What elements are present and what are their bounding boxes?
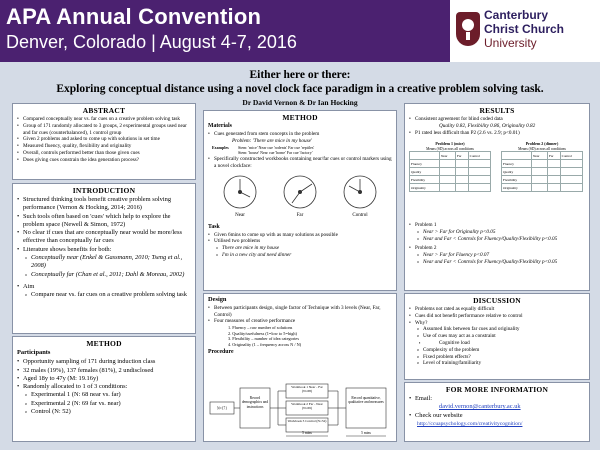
- list-item: • Opportunity sampling of 171 during induction class: [17, 358, 191, 366]
- agreement-values: Quality 0.82, Flexibility 0.86, Originality 0.82: [439, 122, 536, 129]
- procedure-flowchart: [208, 382, 392, 440]
- list-item: o Experimental 1 (N: 68 near vs. far): [17, 391, 191, 399]
- conference-title: APA Annual Convention: [6, 4, 262, 29]
- clock-control-icon: [344, 176, 376, 208]
- examples-block: [212, 145, 392, 155]
- list-item: o Fixed problem effects?: [409, 354, 585, 361]
- clock-near-label: Near: [235, 212, 245, 218]
- poster-authors: Dr David Vernon & Dr Ian Hocking: [242, 98, 358, 107]
- task-list: [208, 232, 392, 259]
- list-item: o Near > Far for Originality p<0.05: [409, 229, 585, 236]
- list-item: o I'm in a new city and need dinner: [208, 252, 392, 259]
- results-panel: [404, 103, 590, 291]
- list-item: • Why?: [409, 320, 585, 327]
- list-item: • Structured thinking tools benefit creative problem solving performance (Vernon & Hocking, 2014; 2016): [17, 196, 191, 213]
- list-item: o Use of cues may act as a constraint: [409, 333, 585, 340]
- list-item: o Level of training/familiarity: [409, 360, 585, 367]
- list-item: o Near and Far < Controls for Fluency/Quality/Flexibility p<0.05: [409, 236, 585, 243]
- measure-item: 3. Flexibility – number of idea categories: [228, 336, 299, 342]
- list-item: • Given 2 problems and asked to come up with solutions in set time: [17, 136, 191, 143]
- introduction-heading: INTRODUCTION: [72, 186, 136, 195]
- materials-list: [208, 131, 392, 145]
- table-subcaption: Means (SD) across all conditions: [518, 146, 566, 151]
- results-problems: [409, 222, 585, 266]
- contact-list: [409, 395, 585, 428]
- table-row: Flexibility: [410, 176, 491, 184]
- list-item: • P1 rated less difficult than P2 (2.6 vs. 2.9; p<0.01): [409, 130, 585, 137]
- table-row: Originality: [502, 184, 583, 192]
- example-text: Stem: 'mice' Near cue 'rodents' Far cue 'reptiles': [238, 145, 315, 151]
- introduction-panel: [12, 183, 196, 334]
- results-heading: RESULTS: [479, 106, 515, 115]
- task-heading: Task: [208, 223, 220, 230]
- list-item: • Measured fluency, quality, flexibility and originality: [17, 143, 191, 150]
- logo-line-1: Canterbury: [484, 8, 549, 22]
- problem-2-label: • Problem 2: [409, 245, 585, 252]
- time-label: 5 mins: [361, 431, 371, 435]
- university-logo: [450, 0, 600, 62]
- list-item: o Near > Far for Fluency p<0.07: [409, 252, 585, 259]
- discussion-panel: [404, 293, 590, 380]
- list-item: • Such tools often based on 'cues' which help to explore the problem space (Newell & Simon, 1972): [17, 213, 191, 230]
- design-heading: Design: [208, 296, 227, 303]
- list-item: • Given 6mins to come up with as many solutions as possible: [208, 232, 392, 239]
- discussion-heading: DISCUSSION: [473, 296, 521, 305]
- list-item: o Complexity of the problem: [409, 347, 585, 354]
- list-item: • Group of 171 randomly allocated to 3 groups, 2 experimental groups used near and far cues (counterbalanced), 1 control group: [17, 123, 191, 137]
- clock-far-label: Far: [296, 212, 304, 218]
- list-item: o Assumed link between far cues and originality: [409, 326, 585, 333]
- logo-line-3: University: [484, 36, 537, 50]
- measure-item: 1. Fluency – raw number of solutions: [228, 325, 293, 331]
- aim-text: o Compare near vs. far cues on a creative problem solving task: [17, 291, 191, 299]
- list-item: • Cues generated from stem concepts in the problem: [208, 131, 392, 138]
- list-item: • Between participants design, single factor of Technique with 3 levels (Near, Far, Control): [208, 305, 392, 319]
- problem-text: Problem: 'There are mice in my house': [232, 137, 313, 144]
- list-item: • Aged 18y to 47y (M: 19.16y): [17, 375, 191, 383]
- table-row: Flexibility: [502, 176, 583, 184]
- clockface-diagram: [208, 170, 392, 220]
- workbook-1-label: Workbook 1 Near - Far (N=68): [291, 385, 323, 393]
- record-label: Record quantitative, qualitative and measures: [348, 396, 384, 405]
- website-link[interactable]: http://ccuapsychology.com/creativitycognition/: [417, 420, 523, 427]
- list-item: • Four measures of creative performance: [208, 318, 392, 325]
- list-item: • Utilised two problems: [208, 238, 392, 245]
- results-table-problem-1: [409, 142, 491, 192]
- contact-panel: [404, 382, 590, 442]
- list-item: • Overall, controls performed better than those given cues: [17, 150, 191, 157]
- clock-far-icon: [284, 176, 316, 208]
- contact-heading: FOR MORE INFORMATION: [445, 385, 549, 394]
- conference-banner: [0, 0, 600, 62]
- abstract-list: [17, 116, 191, 164]
- design-list: [208, 305, 392, 348]
- list-item: o Experimental 2 (N: 69 far vs. near): [17, 400, 191, 408]
- table-subcaption: Means (SD) across all conditions: [426, 146, 474, 151]
- clock-near-icon: [224, 176, 256, 208]
- poster-title-line-2: Exploring conceptual distance using a novel clock face paradigm in a creative problem solving task.: [56, 83, 544, 95]
- participants-label: N=171: [216, 406, 228, 411]
- examples-label: Examples: [212, 145, 229, 151]
- list-item: • Specifically constructed workbooks containing near/far cues or control markers using a novel clockface:: [208, 156, 392, 170]
- email-link[interactable]: david.vernon@canterbury.ac.uk: [439, 403, 521, 411]
- table-caption: Problem 2 (dinner): [525, 141, 559, 146]
- list-item: o There are mice in my house: [208, 245, 392, 252]
- list-item: o Conceptually near (Enkel & Gassmann, 2010; Tseng et al., 2008): [17, 254, 191, 271]
- table-caption: Problem 1 (mice): [435, 141, 465, 146]
- results-table-problem-2: [501, 142, 583, 192]
- email-label: • Email:: [409, 395, 585, 403]
- list-item: ▪ Cognitive load: [409, 340, 585, 347]
- table-row: Quality: [410, 168, 491, 176]
- results-list: [409, 116, 585, 136]
- website-label: • Check our website: [409, 412, 585, 420]
- list-item: o Near and Far < Controls for Fluency/Quality/Flexibility p<0.05: [409, 259, 585, 266]
- problem-1-label: • Problem 1: [409, 222, 585, 229]
- table-row: Near Far Control: [502, 152, 583, 160]
- list-item: o Control (N: 52): [17, 408, 191, 416]
- workbook-2-label: Workbook 2 Far - Near (N=69): [291, 402, 323, 410]
- conference-subtitle: Denver, Colorado | August 4-7, 2016: [6, 32, 297, 52]
- list-item: • Cues did not benefit performance relative to control: [409, 313, 585, 320]
- list-item: • Randomly allocated to 1 of 3 conditions:: [17, 383, 191, 391]
- procedure-heading: Procedure: [208, 348, 234, 355]
- logo-line-2: Christ Church: [484, 22, 565, 36]
- discussion-list: [409, 306, 585, 367]
- abstract-heading: ABSTRACT: [82, 106, 126, 115]
- participants-heading: Participants: [17, 349, 51, 356]
- list-item: o Conceptually far (Chan et al., 2011; Dahl & Moreau, 2002): [17, 271, 191, 279]
- list-item: • 32 males (19%), 137 females (81%), 2 undisclosed: [17, 367, 191, 375]
- crest-icon: [456, 12, 480, 46]
- measure-item: 2. Quality/usefulness (1=low to 5=high): [228, 330, 297, 336]
- table-row: Near Far Control: [410, 152, 491, 160]
- list-item: • Literature shows benefits for both:: [17, 246, 191, 254]
- list-item: • Compared conceptually near vs. far cues on a creative problem solving task: [17, 116, 191, 123]
- table-row: Quality: [502, 168, 583, 176]
- introduction-list: [17, 196, 191, 300]
- table-row: Originality: [410, 184, 491, 192]
- list-item: • Consistent agreement for blind coded data: [409, 116, 585, 123]
- materials-heading: Materials: [208, 123, 232, 129]
- example-text: Stem: 'house' Near cue 'home' Far cue 'factory': [238, 150, 313, 156]
- list-item: • Problems not rated as equally difficult: [409, 306, 585, 313]
- method-participants-panel: [12, 336, 196, 442]
- workbook-3-label: Workbook 3 Control (N=52): [287, 419, 327, 423]
- clock-control-label: Control: [352, 212, 368, 218]
- method-heading: METHOD: [282, 113, 318, 122]
- demographics-label: Record demographics and instructions: [241, 396, 269, 409]
- list-item: • Does giving cues constrain the idea generation process?: [17, 157, 191, 164]
- poster-title-line-1: Either here or there:: [249, 69, 351, 81]
- table-row: Fluency: [410, 160, 491, 168]
- list-item: • No clear if cues that are conceptually near would be more/less effective than conceptually far cues: [17, 229, 191, 246]
- table-row: Fluency: [502, 160, 583, 168]
- design-panel: [203, 293, 397, 442]
- method-heading: METHOD: [86, 339, 122, 348]
- aim-label: • Aim: [17, 283, 191, 291]
- measure-item: 4. Originality (1 – frequency across N / N): [228, 341, 302, 347]
- participants-list: [17, 358, 191, 416]
- method-materials-panel: [203, 110, 397, 291]
- time-label: 5 mins: [302, 431, 312, 435]
- abstract-panel: [12, 103, 196, 180]
